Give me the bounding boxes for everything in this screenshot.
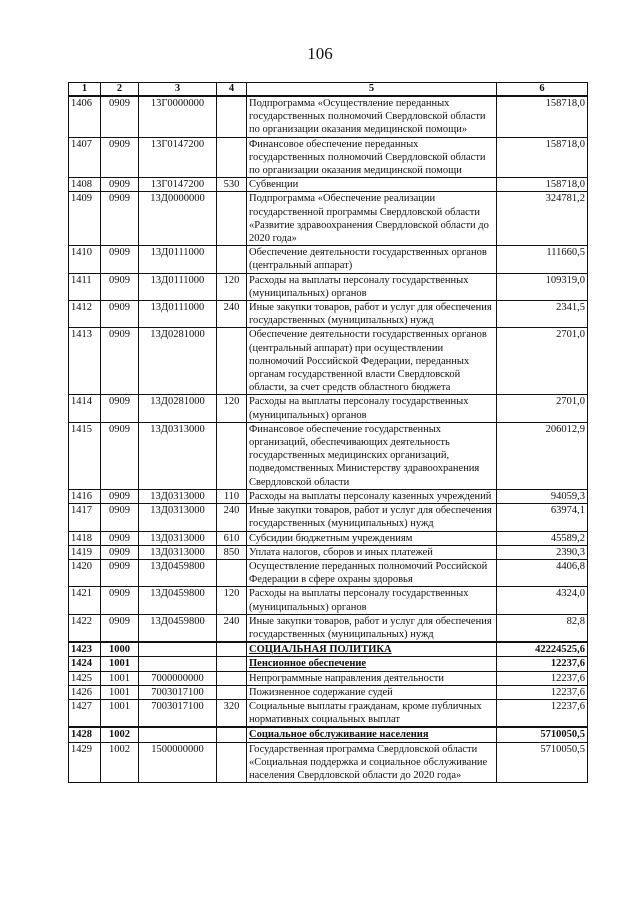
amount-cell: 324781,2 — [497, 192, 588, 246]
table-row — [69, 96, 588, 137]
description-cell: Пожизненное содержание судей — [247, 685, 497, 699]
description-cell: Финансовое обеспечение государственных организаций, обеспечивающих деятельность государственных медицинских организаций, подведомственных Министерству здравоохранения Свердловской области — [247, 422, 497, 489]
row-number-cell: 1427 — [69, 699, 101, 727]
target-code-cell: 13Д0281000 — [139, 395, 217, 422]
expense-type-cell: 120 — [217, 273, 247, 300]
expense-type-cell — [217, 727, 247, 742]
table-row — [69, 699, 588, 727]
table-row — [69, 504, 588, 531]
expense-type-cell — [217, 328, 247, 395]
description-cell: Субсидии бюджетным учреждениям — [247, 531, 497, 545]
row-number-cell: 1410 — [69, 246, 101, 273]
description-cell: Пенсионное обеспечение — [247, 657, 497, 671]
section-code-cell: 0909 — [101, 137, 139, 178]
section-code-cell: 1001 — [101, 671, 139, 685]
description-cell: Социальное обслуживание населения — [247, 727, 497, 742]
section-code-cell: 0909 — [101, 301, 139, 328]
target-code-cell: 13Д0111000 — [139, 273, 217, 300]
description-cell: Государственная программа Свердловской области «Социальная поддержка и социальное обслуживание населения Свердловской области до 2020 года» — [247, 742, 497, 783]
table-row — [69, 395, 588, 422]
row-number-cell: 1423 — [69, 642, 101, 657]
section-code-cell: 0909 — [101, 545, 139, 559]
table-row — [69, 559, 588, 586]
section-code-cell: 0909 — [101, 531, 139, 545]
expense-type-cell: 530 — [217, 178, 247, 192]
table-row — [69, 137, 588, 178]
expense-type-cell: 120 — [217, 587, 247, 614]
target-code-cell: 13Д0313000 — [139, 531, 217, 545]
amount-cell: 45589,2 — [497, 531, 588, 545]
section-code-cell: 1001 — [101, 685, 139, 699]
target-code-cell: 13Г0147200 — [139, 178, 217, 192]
target-code-cell: 13Д0000000 — [139, 192, 217, 246]
table-row — [69, 545, 588, 559]
table-row — [69, 422, 588, 489]
row-number-cell: 1406 — [69, 96, 101, 137]
expense-type-cell: 110 — [217, 489, 247, 503]
amount-cell: 63974,1 — [497, 504, 588, 531]
expense-type-cell — [217, 559, 247, 586]
table-row — [69, 531, 588, 545]
section-code-cell: 0909 — [101, 273, 139, 300]
target-code-cell — [139, 727, 217, 742]
description-cell: Иные закупки товаров, работ и услуг для обеспечения государственных (муниципальных) нужд — [247, 504, 497, 531]
row-number-cell: 1409 — [69, 192, 101, 246]
description-cell: Иные закупки товаров, работ и услуг для обеспечения государственных (муниципальных) нужд — [247, 301, 497, 328]
expense-type-cell — [217, 657, 247, 671]
expense-type-cell — [217, 671, 247, 685]
table-row — [69, 657, 588, 671]
amount-cell: 82,8 — [497, 614, 588, 642]
target-code-cell: 7000000000 — [139, 671, 217, 685]
amount-cell: 109319,0 — [497, 273, 588, 300]
target-code-cell: 13Д0459800 — [139, 614, 217, 642]
expense-type-cell — [217, 422, 247, 489]
amount-cell: 158718,0 — [497, 178, 588, 192]
section-code-cell: 0909 — [101, 395, 139, 422]
expense-type-cell — [217, 642, 247, 657]
amount-cell: 4324,0 — [497, 587, 588, 614]
row-number-cell: 1408 — [69, 178, 101, 192]
row-number-cell: 1417 — [69, 504, 101, 531]
row-number-cell: 1426 — [69, 685, 101, 699]
target-code-cell: 13Д0281000 — [139, 328, 217, 395]
expense-type-cell: 240 — [217, 614, 247, 642]
row-number-cell: 1429 — [69, 742, 101, 783]
description-cell: Иные закупки товаров, работ и услуг для обеспечения государственных (муниципальных) нужд — [247, 614, 497, 642]
expense-type-cell: 120 — [217, 395, 247, 422]
column-header: 4 — [217, 83, 247, 97]
amount-cell: 12237,6 — [497, 671, 588, 685]
table-row — [69, 685, 588, 699]
page-number: 106 — [307, 44, 333, 63]
target-code-cell — [139, 657, 217, 671]
row-number-cell: 1412 — [69, 301, 101, 328]
expense-type-cell: 240 — [217, 504, 247, 531]
table-row — [69, 489, 588, 503]
row-number-cell: 1411 — [69, 273, 101, 300]
section-code-cell: 0909 — [101, 614, 139, 642]
section-code-cell: 0909 — [101, 192, 139, 246]
target-code-cell — [139, 642, 217, 657]
row-number-cell: 1414 — [69, 395, 101, 422]
target-code-cell: 1500000000 — [139, 742, 217, 783]
description-cell: Финансовое обеспечение переданных государственных полномочий Свердловской области по организации оказания медицинской помощи — [247, 137, 497, 178]
column-header: 1 — [69, 83, 101, 97]
column-header: 3 — [139, 83, 217, 97]
amount-cell: 2701,0 — [497, 328, 588, 395]
description-cell: СОЦИАЛЬНАЯ ПОЛИТИКА — [247, 642, 497, 657]
section-code-cell: 0909 — [101, 178, 139, 192]
expense-type-cell: 320 — [217, 699, 247, 727]
column-header: 2 — [101, 83, 139, 97]
section-code-cell: 1002 — [101, 727, 139, 742]
section-code-cell: 0909 — [101, 246, 139, 273]
amount-cell: 42224525,6 — [497, 642, 588, 657]
column-header: 6 — [497, 83, 588, 97]
target-code-cell: 13Д0313000 — [139, 489, 217, 503]
section-code-cell: 0909 — [101, 587, 139, 614]
table-row — [69, 328, 588, 395]
amount-cell: 2701,0 — [497, 395, 588, 422]
target-code-cell: 13Г0147200 — [139, 137, 217, 178]
table-row — [69, 192, 588, 246]
section-code-cell: 0909 — [101, 559, 139, 586]
section-code-cell: 0909 — [101, 422, 139, 489]
budget-table — [68, 82, 588, 783]
amount-cell: 158718,0 — [497, 96, 588, 137]
row-number-cell: 1422 — [69, 614, 101, 642]
table-row — [69, 273, 588, 300]
amount-cell: 94059,3 — [497, 489, 588, 503]
section-code-cell: 0909 — [101, 489, 139, 503]
expense-type-cell: 610 — [217, 531, 247, 545]
target-code-cell: 13Д0313000 — [139, 504, 217, 531]
row-number-cell: 1425 — [69, 671, 101, 685]
description-cell: Осуществление переданных полномочий Российской Федерации в сфере охраны здоровья — [247, 559, 497, 586]
description-cell: Обеспечение деятельности государственных органов (центральный аппарат) при осуществлении полномочий Российской Федерации, переданных органам государственной власти Свердловской области, за счет средств областного бюджета — [247, 328, 497, 395]
expense-type-cell — [217, 742, 247, 783]
expense-type-cell: 240 — [217, 301, 247, 328]
amount-cell: 5710050,5 — [497, 742, 588, 783]
section-code-cell: 0909 — [101, 504, 139, 531]
target-code-cell: 13Д0459800 — [139, 587, 217, 614]
description-cell: Расходы на выплаты персоналу государственных (муниципальных) органов — [247, 273, 497, 300]
row-number-cell: 1420 — [69, 559, 101, 586]
column-header: 5 — [247, 83, 497, 97]
description-cell: Подпрограмма «Обеспечение реализации государственной программы Свердловской области «Развитие здравоохранения Свердловской области до 2020 года» — [247, 192, 497, 246]
target-code-cell: 7003017100 — [139, 699, 217, 727]
section-code-cell: 0909 — [101, 96, 139, 137]
amount-cell: 12237,6 — [497, 685, 588, 699]
target-code-cell: 7003017100 — [139, 685, 217, 699]
table-row — [69, 178, 588, 192]
description-cell: Субвенции — [247, 178, 497, 192]
amount-cell: 111660,5 — [497, 246, 588, 273]
table-row — [69, 671, 588, 685]
section-code-cell: 1001 — [101, 699, 139, 727]
row-number-cell: 1428 — [69, 727, 101, 742]
target-code-cell: 13Д0111000 — [139, 246, 217, 273]
table-row — [69, 642, 588, 657]
section-code-cell: 1001 — [101, 657, 139, 671]
description-cell: Расходы на выплаты персоналу государственных (муниципальных) органов — [247, 587, 497, 614]
description-cell: Социальные выплаты гражданам, кроме публичных нормативных социальных выплат — [247, 699, 497, 727]
target-code-cell: 13Г0000000 — [139, 96, 217, 137]
table-header-row — [69, 83, 588, 97]
description-cell: Подпрограмма «Осуществление переданных государственных полномочий Свердловской области по организации оказания медицинской помощи» — [247, 96, 497, 137]
description-cell: Расходы на выплаты персоналу государственных (муниципальных) органов — [247, 395, 497, 422]
target-code-cell: 13Д0459800 — [139, 559, 217, 586]
row-number-cell: 1421 — [69, 587, 101, 614]
description-cell: Уплата налогов, сборов и иных платежей — [247, 545, 497, 559]
expense-type-cell — [217, 246, 247, 273]
table-row — [69, 742, 588, 783]
table-body — [69, 96, 588, 783]
description-cell: Расходы на выплаты персоналу казенных учреждений — [247, 489, 497, 503]
table-row — [69, 587, 588, 614]
amount-cell: 2341,5 — [497, 301, 588, 328]
expense-type-cell — [217, 685, 247, 699]
table-row — [69, 246, 588, 273]
expense-type-cell — [217, 137, 247, 178]
row-number-cell: 1418 — [69, 531, 101, 545]
row-number-cell: 1415 — [69, 422, 101, 489]
description-cell: Непрограммные направления деятельности — [247, 671, 497, 685]
expense-type-cell — [217, 96, 247, 137]
section-code-cell: 1002 — [101, 742, 139, 783]
amount-cell: 158718,0 — [497, 137, 588, 178]
section-code-cell: 1000 — [101, 642, 139, 657]
amount-cell: 12237,6 — [497, 657, 588, 671]
description-cell: Обеспечение деятельности государственных органов (центральный аппарат) — [247, 246, 497, 273]
amount-cell: 4406,8 — [497, 559, 588, 586]
row-number-cell: 1419 — [69, 545, 101, 559]
target-code-cell: 13Д0313000 — [139, 545, 217, 559]
row-number-cell: 1424 — [69, 657, 101, 671]
target-code-cell: 13Д0313000 — [139, 422, 217, 489]
amount-cell: 2390,3 — [497, 545, 588, 559]
section-code-cell: 0909 — [101, 328, 139, 395]
expense-type-cell: 850 — [217, 545, 247, 559]
expense-type-cell — [217, 192, 247, 246]
row-number-cell: 1407 — [69, 137, 101, 178]
amount-cell: 206012,9 — [497, 422, 588, 489]
table-row — [69, 614, 588, 642]
row-number-cell: 1416 — [69, 489, 101, 503]
amount-cell: 5710050,5 — [497, 727, 588, 742]
amount-cell: 12237,6 — [497, 699, 588, 727]
row-number-cell: 1413 — [69, 328, 101, 395]
table-row — [69, 727, 588, 742]
table-row — [69, 301, 588, 328]
target-code-cell: 13Д0111000 — [139, 301, 217, 328]
